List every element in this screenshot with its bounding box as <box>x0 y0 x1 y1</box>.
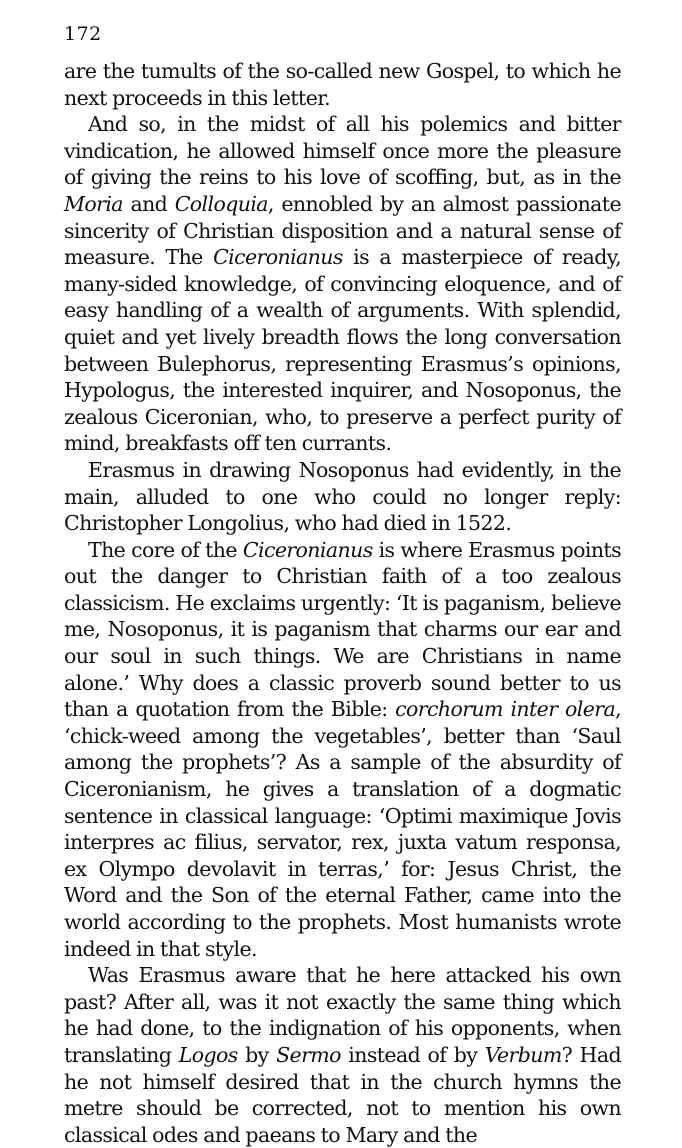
text-run: , ‘chick-weed among the vegetables’, better than ‘Saul among the prophets’? As a sample of the absurdity of Ciceronianism, he gives a translation of a dogmatic sentence in classical language: ‘Optimi maximique Jovis interpres ac filius, servator, rex, juxta vatum responsa, ex Olympo devolavit in terras,’ for: Jesus Christ, the Word and the Son of the eternal Father, came into the world according to the prophets. Most humanists wrote indeed in that style. <box>64 697 621 961</box>
paragraph <box>64 457 621 537</box>
text-run: and <box>122 191 175 216</box>
paragraph <box>64 111 621 457</box>
body-text <box>64 58 621 1148</box>
text-run: is where Erasmus points out the danger to Christian faith of a too zealous classicism. He exclaims urgently: ‘It is paganism, believe me, Nosoponus, it is paganism that charms our ear and our soul in such things. We are Christians in name alone.’ Why does a classic proverb sound better to us than a quotation from the Bible: <box>64 537 621 722</box>
text-run: , ennobled by an almost passionate sincerity of Christian disposition and a natural sense of measure. The <box>64 191 621 270</box>
book-page <box>64 22 621 1148</box>
italic-text: Colloquia <box>174 191 268 216</box>
text-run: Was Erasmus aware that he here attacked his own past? After all, was it not exactly the same thing which he had done, to the indignation of his opponents, when translating <box>64 963 621 1067</box>
text-run: instead of by <box>340 1042 485 1067</box>
italic-text: Logos <box>178 1042 238 1067</box>
italic-text: Sermo <box>276 1042 341 1067</box>
italic-text: Ciceronianus <box>242 537 373 562</box>
text-run: is a masterpiece of ready, many-sided knowledge, of convincing eloquence, and of easy handling of a wealth of arguments. With splendid, quiet and yet lively breadth flows the long conversation between Bulephorus, representing Erasmus’s opinions, Hypologus, the interested inquirer, and Nosoponus, the zealous Ciceronian, who, to preserve a perfect purity of mind, breakfasts off ten currants. <box>64 245 621 456</box>
paragraph <box>64 537 621 963</box>
paragraph <box>64 58 621 111</box>
text-run: are the tumults of the so-called new Gospel, to which he next proceeds in this letter. <box>64 59 621 110</box>
italic-text: Verbum <box>484 1042 562 1067</box>
page-number: 172 <box>64 23 102 45</box>
text-run: Erasmus in drawing Nosoponus had evidently, in the main, alluded to one who could no longer reply: Christopher Longolius, who had died in 1522. <box>64 457 621 536</box>
text-run: ? Had he not himself desired that in the church hymns the metre should be corrected, not to mention his own classical odes and paeans to Mary and the <box>64 1042 621 1147</box>
italic-text: Moria <box>64 191 123 216</box>
paragraph <box>64 962 621 1148</box>
text-run: The core of the <box>88 537 243 562</box>
text-run: And so, in the midst of all his polemics and bitter vindication, he allowed himself once more the pleasure of giving the reins to his love of scoffing, but, as in the <box>64 112 621 190</box>
italic-text: Ciceronianus <box>213 245 343 270</box>
italic-text: corchorum inter olera <box>395 697 616 722</box>
text-run: by <box>237 1042 277 1067</box>
